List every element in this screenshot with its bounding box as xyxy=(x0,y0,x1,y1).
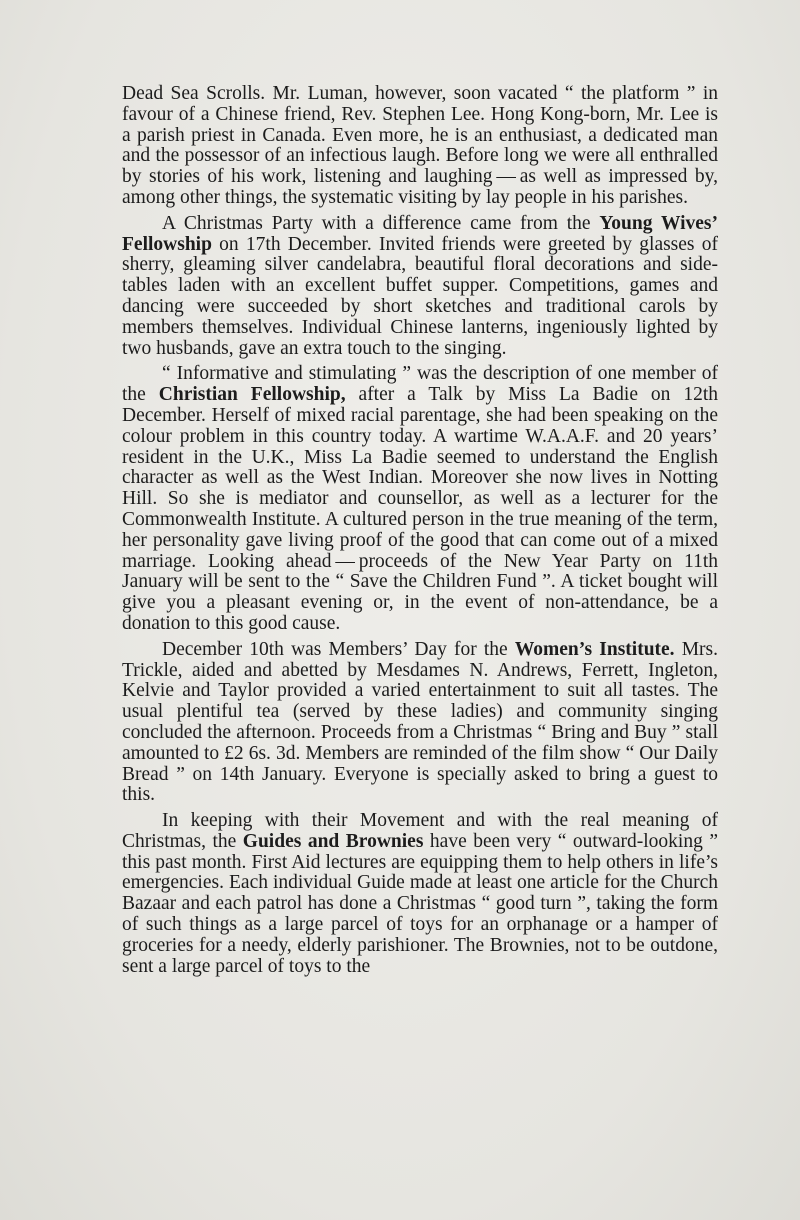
paragraph-dead-sea-scrolls xyxy=(122,84,718,209)
paragraph-text: Mrs. Trickle, aided and abetted by Mesdames N. Andrews, Ferrett, Ingleton, Kelvie and Taylor provided a varied entertainment to suit all tastes. The usual plentiful tea (served by these ladies) and community singing concluded the afternoon. Proceeds from a Christmas “ Bring and Buy ” stall amounted to £2 6s. 3d. Members are reminded of the film show “ Our Daily Bread ” on 14th January. Everyone is specially asked to bring a guest to this. xyxy=(122,638,718,806)
paragraph-text: “ Informative and stimulating ” was the description of one member of the xyxy=(122,363,718,406)
paragraph-text: on 17th December. Invited friends were greeted by glasses of sherry, gleaming silver candelabra, beautiful floral decorations and side-tables laden with an excellent buffet supper. Competitions, games and dancing were succeeded by short sketches and traditional carols by members themselves. Individual Chinese lanterns, ingeniously lighted by two husbands, gave an extra touch to the singing. xyxy=(122,233,718,359)
paragraph-womens-institute xyxy=(122,640,718,806)
paragraph-text: have been very “ outward-looking ” this past month. First Aid lectures are equipping them to help others in life’s emergencies. Each individual Guide made at least one article for the Church Bazaar and each patrol has done a Christmas “ good turn ”, taking the form of such things as a large parcel of toys for an orphanage or a hamper of groceries for a needy, elderly parishioner. The Brownies, not to be outdone, sent a large parcel of toys to the xyxy=(122,830,718,977)
group-name-young-wives: Young Wives’ Fellowship xyxy=(122,212,718,255)
paragraph-text: December 10th was Members’ Day for the xyxy=(162,638,515,660)
paragraph-text: Dead Sea Scrolls. Mr. Luman, however, soon vacated “ the platform ” in favour of a Chinese friend, Rev. Stephen Lee. Hong Kong-born, Mr. Lee is a parish priest in Canada. Even more, he is an enthusiast, a dedicated man and the possessor of an infectious laugh. Before long we were all enthralled by stories of his work, listening and laughing — as well as impressed by, among other things, the systematic visiting by lay people in his parishes. xyxy=(122,83,718,208)
group-name-womens-institute: Women’s Institute. xyxy=(514,638,675,660)
group-name-christian-fellowship: Christian Fellowship, xyxy=(158,384,346,406)
article-body xyxy=(122,84,718,982)
paragraph-guides-brownies xyxy=(122,811,718,977)
paragraph-text: A Christmas Party with a difference came from the xyxy=(162,212,600,234)
paragraph-young-wives xyxy=(122,214,718,360)
paragraph-text: In keeping with their Movement and with the real meaning of Christmas, the xyxy=(122,810,718,852)
paragraph-christian-fellowship xyxy=(122,364,718,634)
paragraph-text: after a Talk by Miss La Badie on 12th December. Herself of mixed racial parentage, she had been speaking on the colour problem in this country today. A wartime W.A.A.F. and 20 years’ resident in the U.K., Miss La Badie seemed to understand the English character as well as the West Indian. Moreover she now lives in Notting Hill. So she is mediator and counsellor, as well as a lecturer for the Commonwealth Institute. A cultured person in the true meaning of the term, her personality gave living proof of the good that can come out of a mixed marriage. Looking ahead — proceeds of the New Year Party on 11th January will be sent to the “ Save the Children Fund ”. A ticket bought will give you a pleasant evening or, in the event of non-attendance, be a donation to this good cause. xyxy=(122,384,719,634)
group-name-guides-brownies: Guides and Brownies xyxy=(242,830,424,852)
